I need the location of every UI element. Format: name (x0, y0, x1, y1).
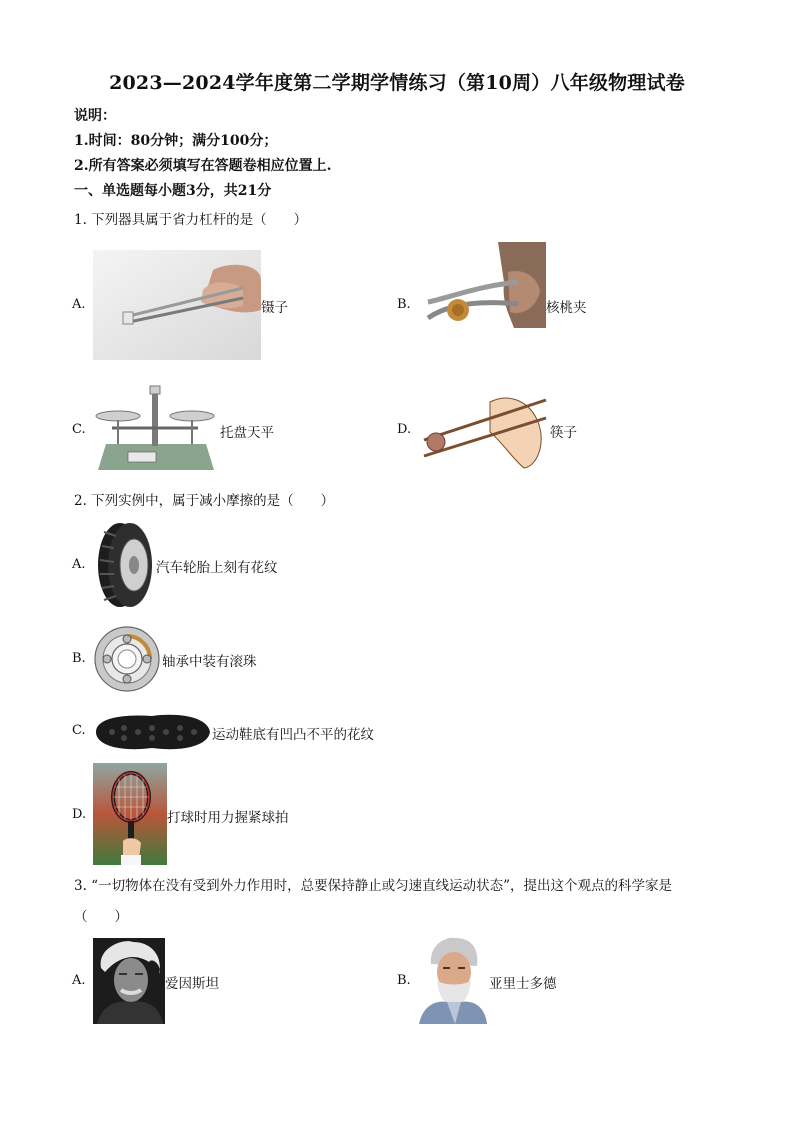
q1-option-d-letter[interactable]: D. (397, 422, 412, 437)
question-2-stem: 2. 下列实例中，属于减小摩擦的是（ ） (74, 493, 335, 509)
bearing-image (92, 624, 162, 694)
notes-heading: 说明： (74, 108, 116, 124)
q2-option-b-label: 轴承中装有滚珠 (162, 654, 257, 670)
question-1-stem: 1. 下列器具属于省力杠杆的是（ ） (74, 212, 308, 228)
q1-option-b-label: 核桃夹 (546, 300, 587, 316)
aristotle-portrait (417, 936, 489, 1024)
notes-line-2: 2.所有答案必须填写在答题卷相应位置上. (74, 158, 332, 174)
question-3-stem-continued: （ ） (74, 909, 128, 925)
q1-option-c-letter[interactable]: C. (72, 422, 86, 437)
nutcracker-image (418, 242, 546, 328)
q1-option-c-label: 托盘天平 (220, 425, 274, 441)
q2-option-a-label: 汽车轮胎上刻有花纹 (156, 560, 278, 576)
q3-option-b-label: 亚里士多德 (489, 976, 557, 992)
q2-option-d-letter[interactable]: D. (72, 807, 87, 822)
q3-option-a-letter[interactable]: A. (72, 973, 86, 988)
q1-option-d-label: 筷子 (550, 425, 577, 441)
tire-image (94, 522, 156, 608)
shoe-sole-image (92, 710, 212, 754)
question-3-stem: 3. “一切物体在没有受到外力作用时，总要保持静止或匀速直线运动状态”，提出这个观点的科学家是 (74, 878, 672, 894)
q3-option-a-label: 爱因斯坦 (165, 976, 219, 992)
exam-title: 2023—2024学年度第二学期学情练习（第10周）八年级物理试卷 (109, 72, 685, 94)
tweezers-image (93, 250, 261, 360)
section-heading: 一、单选题每小题3分，共21分 (74, 183, 272, 199)
q1-option-b-letter[interactable]: B. (397, 297, 411, 312)
tennis-racket-image (93, 763, 167, 865)
chopsticks-image (420, 392, 548, 472)
q1-option-a-label: 镊子 (261, 300, 288, 316)
q1-option-a-letter[interactable]: A. (72, 297, 86, 312)
balance-scale-image (92, 382, 220, 478)
q2-option-c-letter[interactable]: C. (72, 723, 86, 738)
q2-option-c-label: 运动鞋底有凹凸不平的花纹 (212, 727, 374, 743)
notes-line-1: 1.时间：80分钟；满分100分； (74, 133, 278, 149)
q2-option-b-letter[interactable]: B. (72, 651, 86, 666)
einstein-portrait (93, 938, 165, 1024)
q2-option-d-label: 打球时用力握紧球拍 (167, 810, 289, 826)
q3-option-b-letter[interactable]: B. (397, 973, 411, 988)
q2-option-a-letter[interactable]: A. (72, 557, 86, 572)
